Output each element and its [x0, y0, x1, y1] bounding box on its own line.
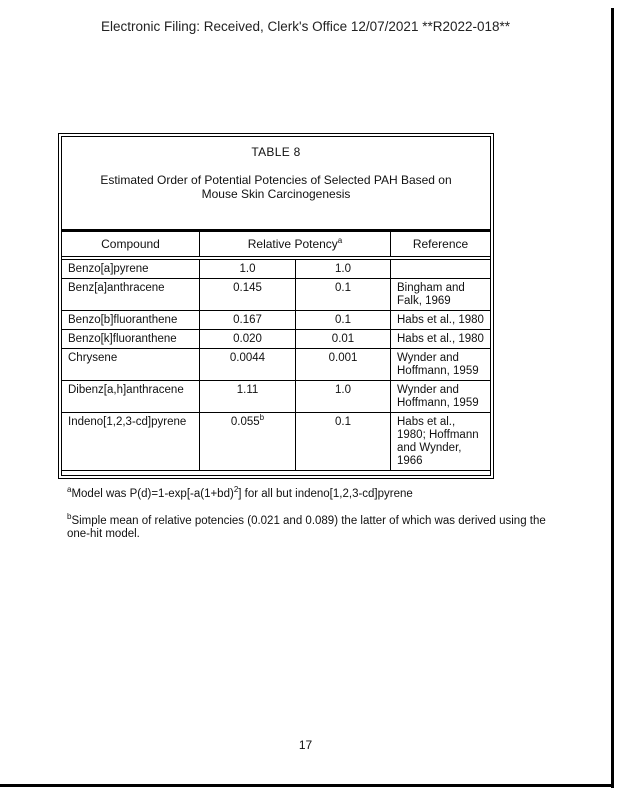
filing-stamp: Electronic Filing: Received, Clerk's Office 12/07/2021 **R2022-018** [100, 19, 511, 34]
header-compound: Compound [62, 232, 200, 257]
footnote-a-exponent: 2 [233, 485, 239, 495]
footnote-a-label: a [67, 485, 72, 495]
potency2-cell: 0.01 [296, 330, 391, 349]
compound-cell: Benzo[k]fluoranthene [62, 330, 200, 349]
potency-table [62, 231, 490, 471]
compound-cell: Dibenz[a,h]anthracene [62, 381, 200, 413]
potency1-cell [200, 413, 296, 471]
page-edge-right [611, 8, 614, 788]
reference-cell: Wynder and Hoffmann, 1959 [391, 381, 491, 413]
page-edge-bottom [0, 784, 614, 787]
potency2-cell: 1.0 [296, 381, 391, 413]
potency2-cell: 1.0 [296, 260, 391, 279]
potency1-cell: 0.145 [200, 279, 296, 311]
potency2-cell: 0.1 [296, 413, 391, 471]
table-row [62, 330, 490, 349]
table-row [62, 311, 490, 330]
table-label: TABLE 8 [251, 145, 301, 159]
reference-cell: Habs et al., 1980; Hoffmann and Wynder, 1966 [391, 413, 491, 471]
table-row [62, 381, 490, 413]
compound-cell: Indeno[1,2,3-cd]pyrene [62, 413, 200, 471]
table-title-area [62, 137, 490, 231]
reference-cell: Wynder and Hoffmann, 1959 [391, 349, 491, 381]
table-row [62, 279, 490, 311]
compound-cell: Benzo[a]pyrene [62, 260, 200, 279]
reference-cell: Habs et al., 1980 [391, 311, 491, 330]
footnote-a-text-after: ] for all but indeno[1,2,3-cd]pyrene [238, 488, 413, 500]
reference-cell: Bingham and Falk, 1969 [391, 279, 491, 311]
reference-cell: Habs et al., 1980 [391, 330, 491, 349]
potency1-cell: 0.020 [200, 330, 296, 349]
footnote-a-marker: a [337, 236, 343, 245]
table-caption: Estimated Order of Potential Potencies of Selected PAH Based on Mouse Skin Carcinogenesis [100, 173, 452, 201]
header-relative-potency-label: Relative Potency [247, 237, 338, 251]
potency1-value: 0.055 [230, 416, 260, 428]
compound-cell: Benz[a]anthracene [62, 279, 200, 311]
footnote-b-text: Simple mean of relative potencies (0.021 and 0.089) the latter of which was derived using the one-hit model. [67, 515, 546, 540]
potency2-cell: 0.1 [296, 311, 391, 330]
potency1-cell: 1.11 [200, 381, 296, 413]
potency2-cell: 0.1 [296, 279, 391, 311]
table-frame [58, 133, 494, 479]
potency1-cell: 0.167 [200, 311, 296, 330]
compound-cell: Benzo[b]fluoranthene [62, 311, 200, 330]
table-row [62, 413, 490, 471]
table-row [62, 260, 490, 279]
footnote-b-label: b [67, 512, 72, 522]
header-relative-potency [200, 232, 391, 257]
potency1-cell: 0.0044 [200, 349, 296, 381]
table-inner-frame [61, 136, 491, 476]
footnote-b [67, 512, 547, 541]
header-row [62, 232, 490, 257]
footnote-a-text-before: Model was P(d)=1-exp[-a(1+bd) [71, 488, 234, 500]
footnote-a [67, 485, 547, 501]
page-number: 17 [298, 738, 313, 752]
footnote-b-marker: b [259, 413, 265, 423]
header-reference: Reference [391, 232, 491, 257]
potency1-cell: 1.0 [200, 260, 296, 279]
table-row [62, 349, 490, 381]
potency2-cell: 0.001 [296, 349, 391, 381]
reference-cell [391, 260, 491, 279]
compound-cell: Chrysene [62, 349, 200, 381]
